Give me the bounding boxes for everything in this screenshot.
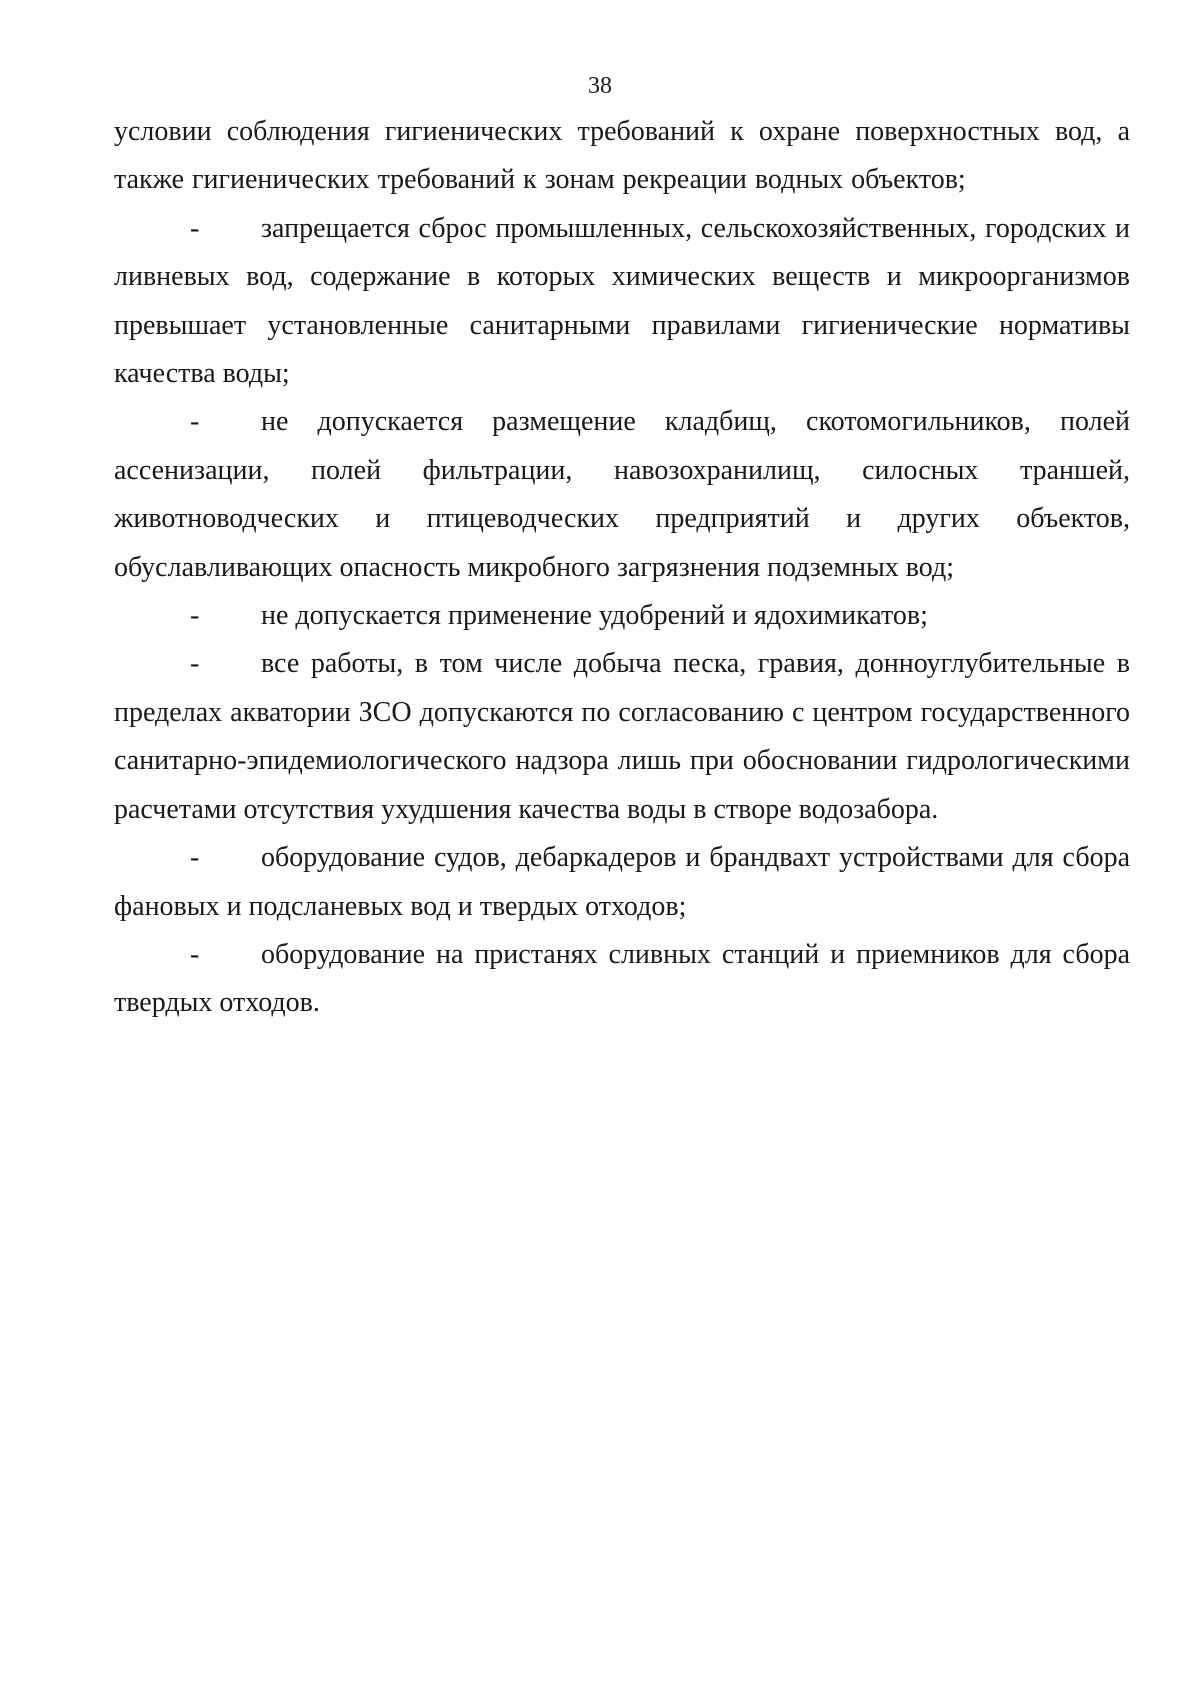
intro-paragraph: условии соблюдения гигиенических требований к охране поверхностных вод, а также гигиенических требований к зонам рекреации водных объектов; — [114, 116, 1130, 196]
dash-marker: - — [190, 648, 200, 680]
list-item — [114, 931, 1130, 1028]
dash-marker: - — [190, 938, 200, 970]
list-item-text: запрещается сброс промышленных, сельскохозяйственных, городских и ливневых вод, содержание в которых химических веществ и микроорганизмов превышает установленные санитарными правилами гигиенические нормативы качества воды; — [114, 212, 1130, 390]
dash-marker: - — [190, 406, 200, 438]
list-item-text: не допускается применение удобрений и ядохимикатов; — [261, 600, 928, 632]
dash-marker: - — [190, 212, 200, 244]
list-item — [114, 398, 1130, 592]
dash-marker: - — [190, 842, 200, 874]
list-item — [114, 205, 1130, 399]
list-item-text: оборудование на пристанях сливных станций и приемников для сбора твердых отходов. — [114, 938, 1130, 1019]
dash-marker: - — [190, 600, 200, 632]
page-body — [114, 108, 1130, 1028]
list-item-text: все работы, в том числе добыча песка, гравия, донноуглубительные в пределах акватории ЗСО допускаются по согласованию с центром государственного санитарно-эпидемиологического надзора лишь при обосновании гидрологическими расчетами отсутствия ухудшения качества воды в створе водозабора. — [114, 648, 1130, 825]
page-number: 38 — [588, 73, 612, 99]
list-item — [114, 640, 1130, 834]
list-item — [114, 592, 1130, 640]
list-item — [114, 834, 1130, 931]
list-item-text: не допускается размещение кладбищ, скотомогильников, полей ассенизации, полей фильтрации, навозохранилищ, силосных траншей, животноводческих и птицеводческих предприятий и других объектов, обуславливающих опасность микробного загрязнения подземных вод; — [114, 406, 1130, 583]
list-item-text: оборудование судов, дебаркадеров и брандвахт устройствами для сбора фановых и подсланевых вод и твердых отходов; — [114, 842, 1130, 922]
